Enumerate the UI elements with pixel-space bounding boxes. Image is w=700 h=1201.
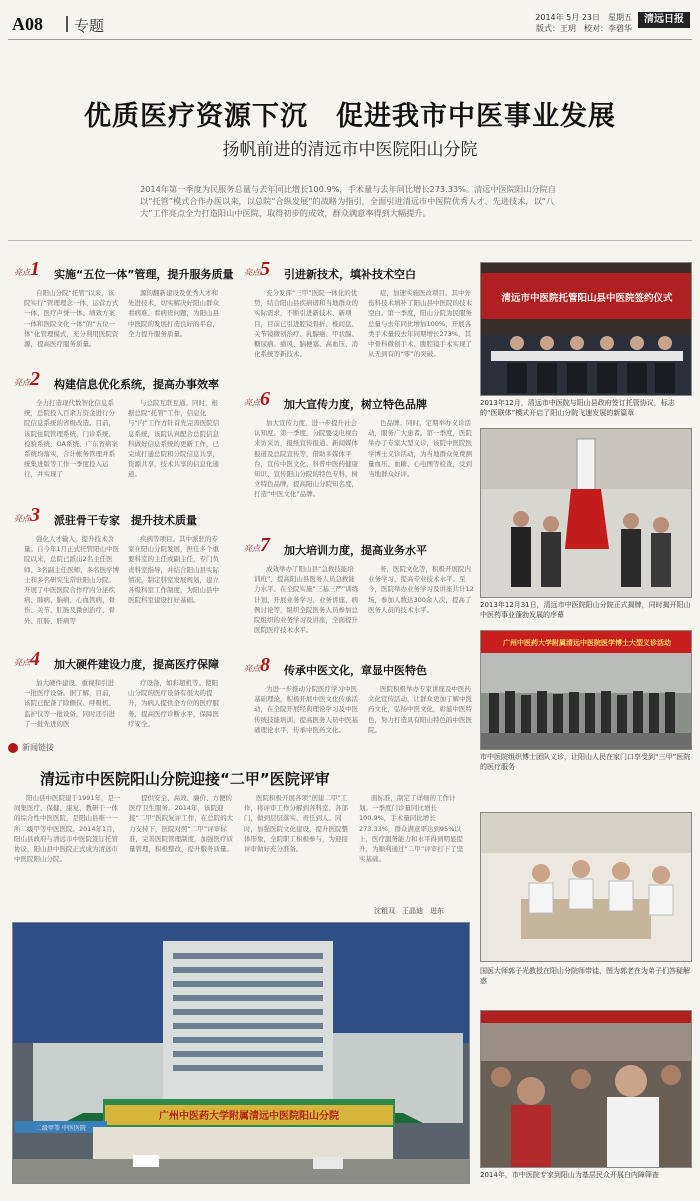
- highlight-badge: 亮点 7: [244, 534, 270, 556]
- section2-body: [14, 793, 466, 905]
- highlight-title: 实施“五位一体”管理，提升服务质量: [54, 268, 234, 281]
- highlight-title: 加大培训力度，提高业务水平: [284, 544, 427, 557]
- highlight-title: 加大宣传力度，树立特色品牌: [284, 398, 427, 411]
- highlight-item-3: [14, 504, 234, 640]
- building-sign: 广州中医药大学附属清远中医院阳山分院: [159, 1111, 339, 1122]
- lead-paragraph: 2014年第一季度为民服务总量与去年同比增长100.9%，手术量与去年同比增长273.33%。清远中医院阳山分院自以“托管”模式合作办医以来，以总院“合纵发展”的战略为指引，全面引进清远市中医院优秀人才、先进技术，以“八大”工作亮点全力打造阳山中医院，取得初步的成效，群众满意率得到大幅提升。: [140, 184, 556, 218]
- highlight-title: 构建信息优化系统，提高办事效率: [54, 378, 219, 391]
- highlight-text: 加大宣传力度，进一步提升社会认知度。第一季度，分院要受电视台来访采访，报纸宣传报道、新闻媒体报道及总院宣传等，借助多媒体平台，宣传中医文化、科普中医药健康知识、宣传阳山分院的特色专科，树立特色品牌，提高阳山分院知名度，打造“中医文化”品牌。: [254, 419, 358, 499]
- newspaper-logo: 清远日报: [638, 12, 690, 28]
- photo-eye-screening: [480, 1010, 692, 1168]
- section2-text: 阳山县中医院建于1991年，是一间集医疗、保健、康复、教研于一体的综合性中医医院，是阳山县唯一一所二级甲等中医医院。2014年1月，阳山县政府与清远市中医院签订托管协议，阳山县中医院正式成为清远市中医院阳山分院。: [14, 794, 121, 864]
- highlight-text: 成效举办了阳山县“急救技能培训班”，提高阳山县医务人员急救能力水平。在全院实施“三基三严”训练计划，开展业务学习、业务讲座、病例讨论等，组织全院医务人员参加总院组织的业务学习及讲座，全面提升医院医疗技术水平。: [254, 565, 359, 635]
- photo-free-clinic: [480, 630, 692, 750]
- photo-eye-screening-image: [481, 1011, 692, 1168]
- section2-text: 医院积极开展各项“创建二甲”工作，将评审工作分解到各科室、各部门，做到层层落实、责任到人。同时，加强医院文化建设，提升医院整体形象，全院职工积极参与，为迎接评审做好充分准备。: [244, 794, 348, 854]
- photo-signing-ceremony: [480, 262, 692, 396]
- section2-title: 清远市中医院阳山分院迎接“二甲”医院评审: [40, 770, 330, 788]
- highlight-title: 加大硬件建设力度，提高医疗保障: [54, 658, 219, 671]
- highlight-badge: 亮点 4: [14, 648, 40, 670]
- photo-caption: 市中医院组织博士团队义诊，让阳山人民在家门口享受到“三甲”医院的医疗服务: [480, 753, 691, 771]
- photo-building-image: [13, 923, 470, 1184]
- highlight-text: 源的翻新建设及优秀人才和先进技术，切实解决好阳山群众看病难、看病贵问题，为阳山县中医院的发展打造良好的平台，全力提升服务质量。: [128, 289, 219, 338]
- bullet-icon: [8, 743, 18, 753]
- highlight-text: 医院积极举办专家讲座及中医药文化宣传活动，让群众更加了解中医药文化，弘扬中医文化，彰显中医特色，努力打造具有阳山特色的中医医院。: [368, 685, 472, 734]
- news-link-label: 新闻链接: [8, 742, 54, 753]
- headline: 优质医疗资源下沉 促进我市中医事业发展: [84, 101, 616, 132]
- highlight-title: 引进新技术，填补技术空白: [284, 268, 416, 281]
- highlight-text: 充分发挥“三甲”医院一体化的优势，结合阳山县疾病谱和当地群众的实际需求，不断引进新技术、新项目，目前已引进腔镜骨折、椎间盘、关节镜微创治疗、乳腺癌、甲状腺、糖尿病、痛风、脑梗塞、高血压、消化系统等新技术。: [254, 289, 358, 359]
- highlight-text: 与总院互联互通。同时，根据总院“托管”工作，信息化与“内”工作方针首先完善医院信息系统，该院认真配合总院信息科做好信息系统的更新工作，已完成打通总院和分院信息共享，资源共享，技术共享的信息化通道。: [128, 399, 220, 479]
- highlight-badge: 亮点 3: [14, 504, 40, 526]
- section2-text: 面标准，制定了详细的工作计划。一季度门诊量同比增长100.9%，手术量同比增长273.33%，群众满意率达到95%以上，医疗服务能力和水平得到明显提升，为顺利通过“二甲”评审打下了坚实基础。: [359, 794, 464, 864]
- highlight-badge: 亮点 1: [14, 258, 40, 280]
- highlight-item-4: [14, 648, 234, 744]
- highlight-badge: 亮点 8: [244, 654, 270, 676]
- photo-caption: 国医大师郭子光教授在阳山分院师带徒，图为郭老在为弟子们答疑解惑: [480, 967, 690, 985]
- highlight-text: 疗设备，如彩超机等。使阳山分院的医疗设备有很大的提升，为病人提供全方位的医疗服务，提高医疗诊断水平，保障医疗安全。: [128, 679, 219, 728]
- highlight-badge: 亮点 2: [14, 368, 40, 390]
- highlight-item-6: [244, 388, 474, 534]
- section2-text: 提供安全、高效、廉价、方便的医疗卫生服务。2014年，该院迎接“二甲”医院复评工作，在总院的大力支持下，医院对照“二甲”评审标准，完善医院管理制度，加强医疗质量管理，积极整改，提升服务质量。: [129, 794, 234, 854]
- highlight-item-2: [14, 368, 234, 494]
- subheadline: 扬帆前进的清远市中医院阳山分院: [222, 140, 478, 160]
- building-side-sign: 二级甲等 中医医院: [36, 1125, 86, 1132]
- highlight-title: 派驻骨干专家 提升技术质量: [54, 514, 197, 527]
- highlight-text: 色品牌。同时，定期举办义诊活动，服务广大患者。第一季度，医院举办了专家大型义诊，该院中医院医学博士义诊活动，为当地群众免费测量血压、血糖、心电图等检查，受到当地群众好评。: [368, 419, 472, 479]
- editors-line: 版式：王玥 校对：李碧华: [536, 24, 632, 33]
- highlight-item-1: [14, 258, 234, 374]
- section-name: 专题: [74, 17, 105, 35]
- banner-text: 清远市中医院托管阳山县中医院签约仪式: [501, 293, 673, 304]
- photo-mentoring: [480, 812, 692, 962]
- photo-hospital-building: [12, 922, 470, 1184]
- byline: 沈粗双 王晶迪 进东: [374, 907, 444, 915]
- photo-mentoring-image: [481, 813, 692, 962]
- highlight-badge: 亮点 6: [244, 388, 270, 410]
- masthead: [8, 6, 692, 40]
- photo-caption: 2013年12月31日，清远市中医院阳山分院正式揭牌，同时揭开阳山中医药事业蓬勃发展的序幕: [480, 601, 691, 619]
- highlight-badge: 亮点 5: [244, 258, 270, 280]
- photo-unveiling-image: [481, 429, 692, 598]
- highlight-item-5: [244, 258, 474, 384]
- date-line: 2014年 5月 23日 星期五: [535, 13, 632, 22]
- highlight-title: 传承中医文化，章显中医特色: [284, 664, 427, 677]
- highlight-text: 为进一步推动分院医疗学习中医基础理论，积极开展中医文化传承活动，在全院开展经典理论学习及中医传统技能培训，提高医务人员中医基础理论水平，传承中医药文化。: [254, 685, 358, 734]
- highlight-text: 疾病等项目。其中派驻的专家在阳山分院发展，担任多个重要科室的主任或副主任，专门负责科室指导，并结合阳山县实际情况，制定科室发展规划，建立各级科室工作制度，为阳山县中医院科室建设打好基础。: [128, 535, 219, 605]
- divider: [8, 240, 692, 241]
- photo-free-clinic-image: [481, 631, 692, 750]
- masthead-meta: [535, 12, 632, 34]
- highlight-text: 加大硬件建设，重视和引进一批医疗设备。据了解，目前，该院已配备了除颤仪、呼吸机、监护仪等一批设备，同时还引进了一批先进的医: [24, 679, 115, 728]
- page-number: A08: [12, 14, 43, 34]
- highlight-text: 全力打造现代数智化信息系统，总院投入百余万资金进行分院信息系统的省级改造。目前，该院住院管理系统、门诊系统、检验系统、OA系统、广东省病案系统均落实，合计帐务管理并系统集进版等工作一季度投入运行，并实现了: [24, 399, 118, 479]
- photo-unveiling: [480, 428, 692, 598]
- highlight-text: 自阳山分院“托管”以来，该院实行“管理理念一体、运营方式一体、医疗声誉一体、绩效方案一体和医院文化一体”的“五位一体”化管理模式，充分利用医院资源，提高医疗服务质量。: [24, 289, 119, 349]
- photo-caption: 2013年12月，清远市中医院与阳山县政府签订托管协议，标志的“医联体”模式开启了阳山分院飞速发展的新篇章: [480, 399, 675, 417]
- highlight-item-8: [244, 654, 474, 744]
- banner-text: 广州中医药大学附属清远中医院医学博士大型义诊活动: [503, 639, 671, 647]
- photo-caption: 2014年，市中医院专家到阳山为基层民众开展白内障筛查: [480, 1171, 659, 1179]
- highlight-text: 务，医院文化等，积极开展院内业务学习，提高专业技术水平。至今，医院举办业务学习及讲座共计12场，参加人数达300余人次，提高了医务人员的技术水平。: [368, 565, 474, 614]
- highlight-text: 症，加速实施医改项目。其中外伤科技术填补了阳山县中医院的技术空白。第一季度，阳山分院为民服务总量与去年同比增加100%，开展各类手术量较去年同期增长273%，其中骨科微创手术、腹腔镜手术实现了从无到有的“零”的突破。: [368, 289, 472, 359]
- highlight-text: 强化人才输入，提升技术含量。自今年1月正式托管阳山中医院以来，总院已派出2名主任医师、3名副主任医师、多名医学博士和多名研究生常驻阳山分院。开展了中医医院合作疗内分泌疾病、肺病、脑病、心血管病、骨伤、关节、肛肠及微创治疗、骨外、肛肠、肝病等: [24, 535, 120, 625]
- photo-signing-image: [481, 263, 692, 396]
- highlight-item-7: [244, 534, 474, 660]
- masthead-divider: [66, 16, 68, 32]
